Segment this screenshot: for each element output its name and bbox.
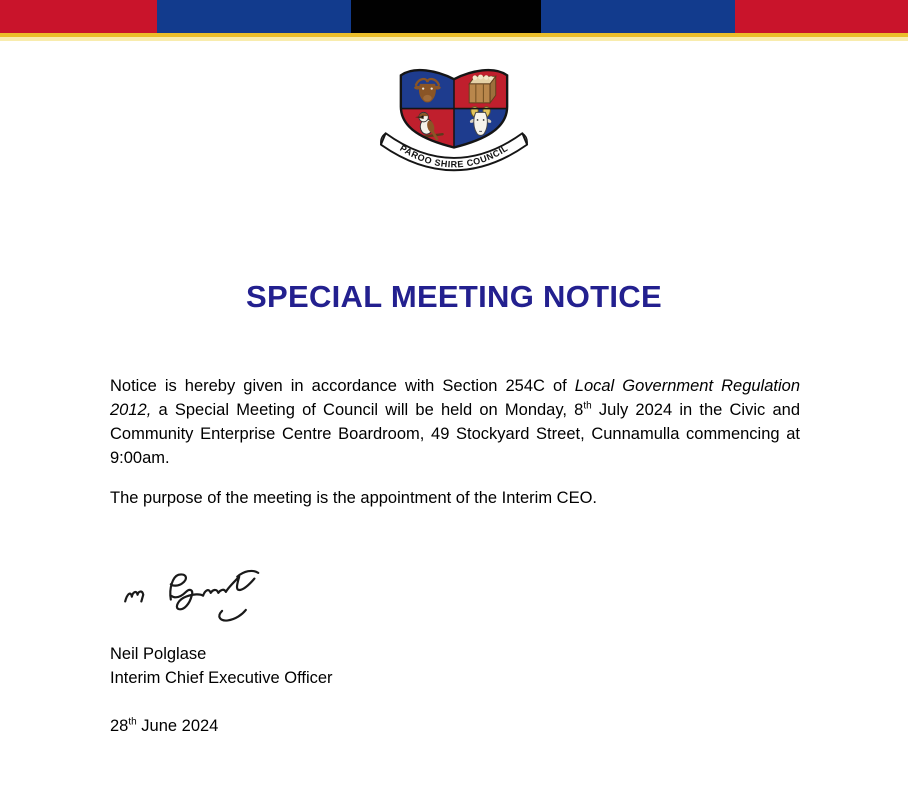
date-rest: June 2024 [136,717,219,735]
signature [110,552,800,632]
banner-segment-blue-left [157,0,351,33]
notice-text-lead: Notice is hereby given in accordance with Section 254C of [110,377,575,395]
banner-color-strip [0,0,908,33]
wool-bale-icon [469,75,496,103]
notice-body [110,374,800,738]
banner-segment-red-left [0,0,157,33]
signatory-role: Interim Chief Executive Officer [110,669,333,687]
notice-text-tail: July 2024 in the Civic and Community Enterprise Centre Boardroom, 49 Stockyard Street, Cunnamulla commencing at 9:00am. [110,401,800,467]
scroll-text: PAROO SHIRE COUNCIL [398,142,510,170]
banner-segment-black-center [351,0,541,33]
notice-date [110,714,800,738]
letterhead-banner [0,0,908,41]
notice-text-mid: a Special Meeting of Council will be held on Monday, 8 [151,401,584,419]
date-ordinal-sup: th [583,400,592,412]
council-crest [0,63,908,175]
signatory-block [110,642,800,690]
purpose-paragraph: The purpose of the meeting is the appointment of the Interim CEO. [110,489,598,507]
council-crest-icon [378,63,530,175]
signatory-name: Neil Polglase [110,645,207,663]
date-ordinal-sup: th [128,716,137,728]
banner-segment-blue-right [541,0,735,33]
banner-gold-rule [0,33,908,41]
signature-image [110,552,300,628]
page-title: SPECIAL MEETING NOTICE [246,279,662,314]
notice-text-italic: Local Government Regulation 2012, [110,377,801,419]
notice-paragraph [110,374,800,470]
date-day: 28 [110,717,129,735]
banner-segment-red-right [735,0,908,33]
